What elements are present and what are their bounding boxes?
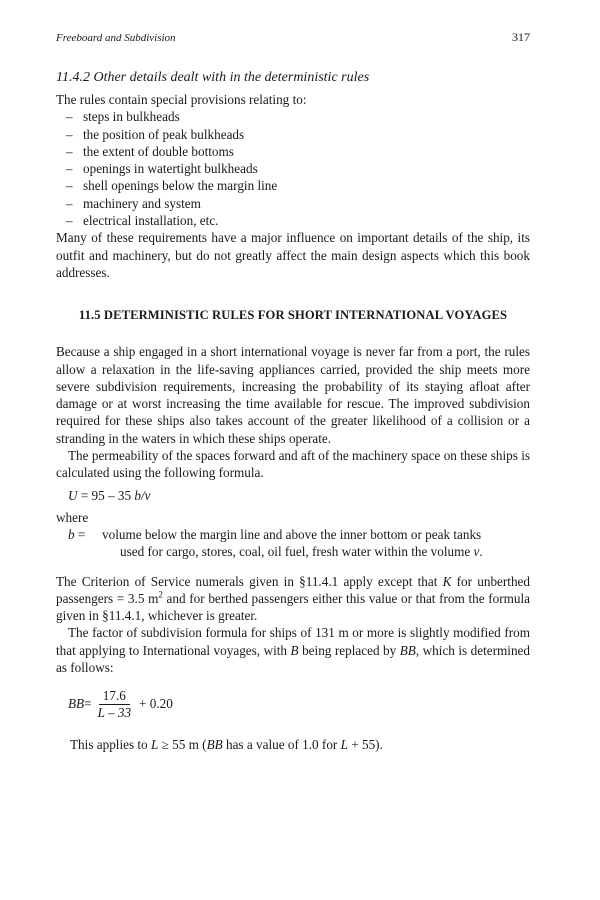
where-label: where — [56, 509, 89, 525]
list-item: – electrical installation, etc. — [66, 213, 219, 229]
fraction-denominator: L – 33 — [97, 704, 132, 720]
running-title: Freeboard and Subdivision — [56, 32, 176, 44]
bb-formula — [68, 682, 530, 726]
criterion-paragraph: The Criterion of Service numerals given in §11.4.1 apply except that K for unberthed passengers = 3.5 $m^2$ and for berthed passengers either this value or that from the formula given in §11.4.1, whichever is greater. — [56, 573, 530, 624]
definition-line-2: used for cargo, stores, coal, oil fuel, fresh water within the volume v. — [120, 544, 483, 560]
formula-tail: + 0.20 — [139, 696, 173, 712]
list-item: – the position of peak bulkheads — [66, 126, 245, 142]
short-voyage-paragraph: Because a ship engaged in a short international voyage is never far from a port, the rules allow a relaxation in the life-saving appliances carried, provided the ship meets more severe subdivision requirements, increasing the probability of its staying afloat after damage or at worst increasing the time available for rescue. The improved subdivision required for these ships also takes account of the greater likelihood of a collision or a stranding in the waters in which these ships operate. — [56, 344, 530, 446]
formula-equals: = — [84, 696, 92, 712]
dash-bullet: – — [66, 213, 73, 229]
running-header — [56, 30, 530, 44]
list-item: – the extent of double bottoms — [66, 143, 234, 159]
provisions-list — [56, 108, 530, 229]
dash-bullet: – — [66, 143, 73, 159]
definition-line-1: volume below the margin line and above the inner bottom or peak tanks — [102, 526, 482, 542]
page-number: 317 — [512, 30, 530, 44]
dash-bullet: – — [66, 178, 73, 194]
subsection-heading: 11.4.2 Other details dealt with in the deterministic rules — [56, 70, 370, 85]
fraction-numerator: 17.6 — [99, 688, 130, 705]
list-item: – machinery and system — [66, 195, 201, 211]
list-item: – openings in watertight bulkheads — [66, 161, 258, 177]
variable-definition — [56, 526, 530, 561]
list-item: – shell openings below the margin line — [66, 178, 278, 194]
definition-term: b = — [68, 526, 86, 542]
dash-bullet: – — [66, 195, 73, 211]
document-page — [56, 30, 530, 754]
dash-bullet: – — [66, 109, 73, 125]
list-item: – steps in bulkheads — [66, 109, 180, 125]
formula-lhs: BB — [68, 696, 85, 712]
permeability-formula: U = 95 – 35 b/v — [68, 487, 151, 503]
dash-bullet: – — [66, 126, 73, 142]
section-heading: 11.5 DETERMINISTIC RULES FOR SHORT INTERNATIONAL VOYAGES — [78, 308, 508, 323]
permeability-paragraph: The permeability of the spaces forward and aft of the machinery space on these ships is calculated using the following formula. — [56, 448, 530, 481]
fraction — [94, 688, 135, 721]
provisions-closing-paragraph: Many of these requirements have a major influence on important details of the ship, its outfit and machinery, but do not greatly affect the main design aspects which this book addresses. — [56, 230, 530, 280]
provisions-intro: The rules contain special provisions relating to: — [56, 92, 307, 107]
dash-bullet: – — [66, 161, 73, 177]
subdivision-factor-paragraph: The factor of subdivision formula for ships of 131 m or more is slightly modified from that applying to International voyages, with B being replaced by BB, which is determined as follows: — [56, 625, 530, 676]
applies-paragraph: This applies to L ≥ 55 m (BB has a value of 1.0 for L + 55). — [70, 737, 383, 753]
